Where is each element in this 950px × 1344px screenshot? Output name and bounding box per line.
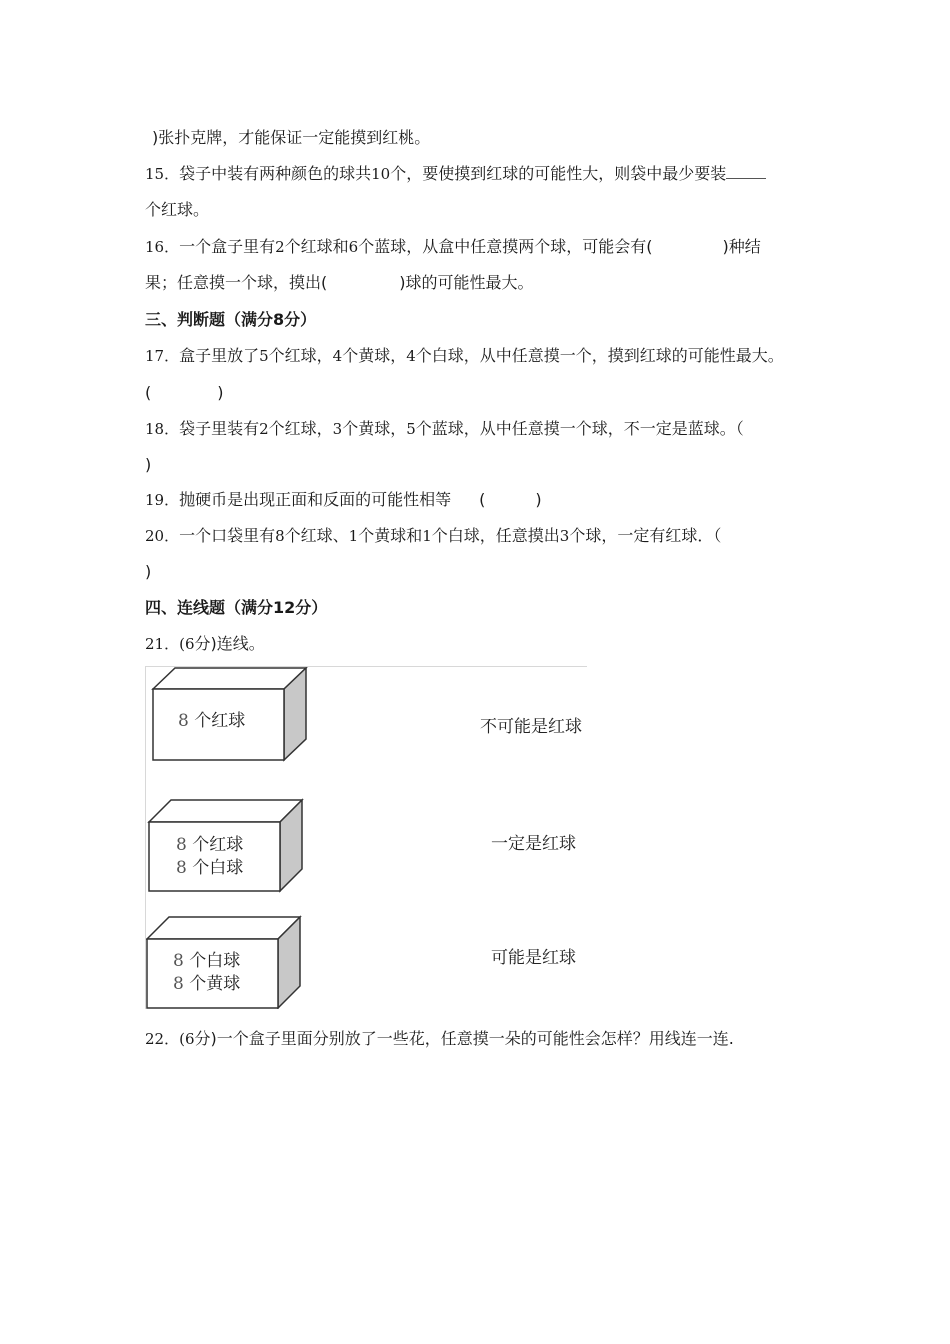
question-20: 20．一个口袋里有8个红球、1个黄球和1个白球，任意摸出3个球，一定有红球．（ [145,526,722,545]
q20-number: 20． [145,527,180,545]
question-20-answer[interactable]: ) [145,562,152,581]
question-22: 22．(6分)一个盒子里面分别放了一些花，任意摸一朵的可能性会怎样？用线连一连. [145,1029,734,1048]
matching-figure [145,666,587,1009]
q21-number: 21． [145,635,180,653]
question-16: 16．一个盒子里有2个红球和6个蓝球，从盒中任意摸两个球，可能会有( )种结 [145,237,761,256]
section-3-heading: 三、判断题（满分8分） [145,310,317,329]
q17-number: 17． [145,347,180,365]
question-16-cont: 果；任意摸一个球，摸出( )球的可能性最大。 [145,273,534,292]
q15-number: 15． [145,165,180,183]
question-18: 18．袋子里装有2个红球，3个黄球，5个蓝球，从中任意摸一个球，不一定是蓝球。（ [145,419,744,438]
section-4-heading: 四、连线题（满分12分） [145,598,328,617]
q18-number: 18． [145,420,180,438]
answer-blank[interactable] [726,164,766,179]
question-15-cont: 个红球。 [145,200,210,219]
box-3-label: 8 个白球 8 个黄球 [173,951,241,994]
question-19: 19．抛硬币是出现正面和反面的可能性相等 ( ) [145,490,542,509]
question-17: 17．盒子里放了5个红球，4个黄球，4个白球，从中任意摸一个，摸到红球的可能性最大。 [145,346,784,365]
question-15: 15．袋子中装有两种颜色的球共10个，要使摸到红球的可能性大，则袋中最少要装 [145,164,766,184]
question-21: 21．(6分)连线。 [145,634,265,653]
q16-number: 16． [145,238,180,256]
question-17-answer[interactable]: ( ) [145,383,224,402]
q19-answer[interactable]: ( ) [479,490,542,509]
outcome-impossible[interactable]: 不可能是红球 [480,717,582,737]
q22-number: 22． [145,1030,180,1048]
outcome-certain[interactable]: 一定是红球 [491,834,576,854]
box-2-label: 8 个红球 8 个白球 [176,835,244,878]
box-1-label: 8 个红球 [178,711,246,731]
q19-number: 19． [145,491,180,509]
question-18-answer[interactable]: ) [145,455,152,474]
outcome-possible[interactable]: 可能是红球 [491,948,576,968]
q14-continuation: )张扑克牌，才能保证一定能摸到红桃。 [152,128,431,147]
